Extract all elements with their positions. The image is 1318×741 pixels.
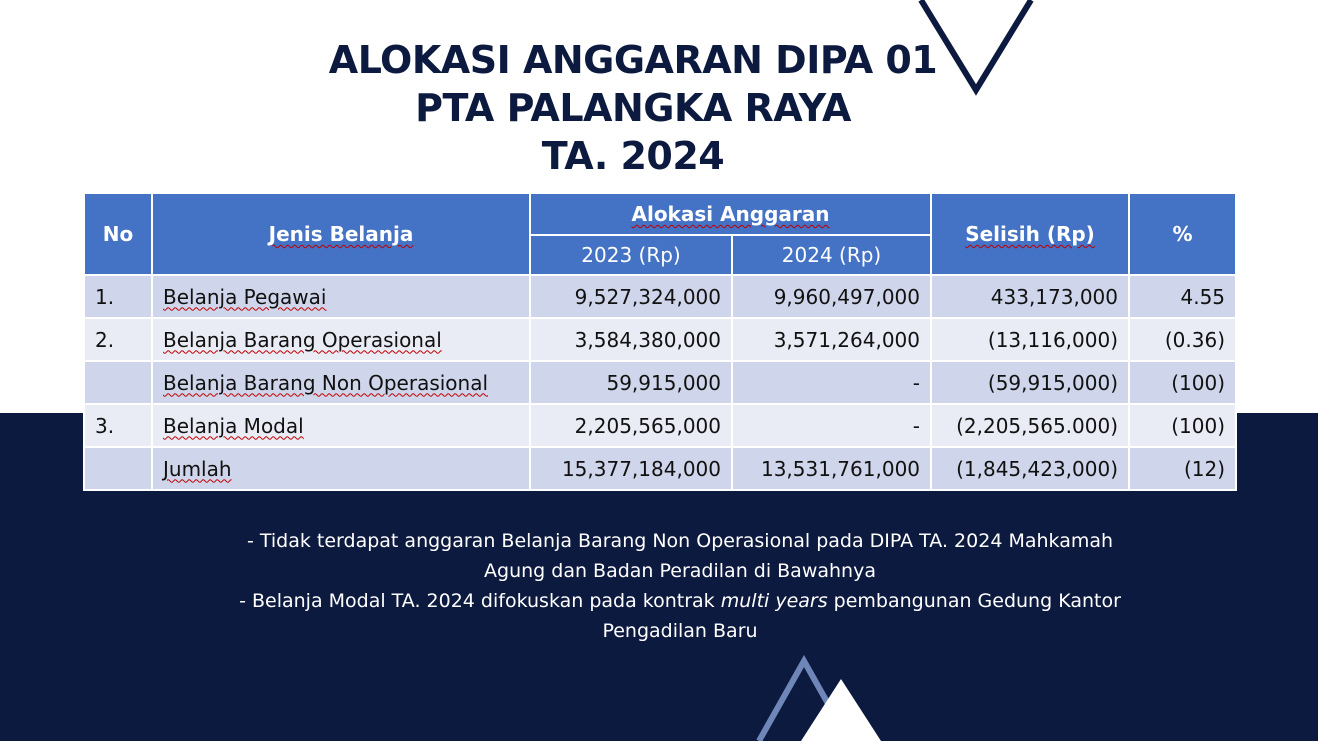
header-2024: 2024 (Rp) — [732, 235, 931, 275]
cell-no — [84, 447, 152, 490]
cell-percent: (100) — [1129, 404, 1236, 447]
cell-percent: (12) — [1129, 447, 1236, 490]
page-title — [0, 36, 1266, 180]
cell-jenis: Belanja Modal — [152, 404, 530, 447]
header-no: No — [84, 193, 152, 275]
note-line-3: - Belanja Modal TA. 2024 difokuskan pada kontrak multi years pembangunan Gedung Kantor — [239, 590, 1121, 612]
note-line-2: Agung dan Badan Peradilan di Bawahnya — [484, 560, 876, 582]
cell-no — [84, 361, 152, 404]
cell-2023: 2,205,565,000 — [530, 404, 732, 447]
cell-jenis: Belanja Barang Non Operasional — [152, 361, 530, 404]
table-row — [84, 361, 1236, 404]
cell-2023: 9,527,324,000 — [530, 275, 732, 318]
cell-percent: (100) — [1129, 361, 1236, 404]
note-line-1: - Tidak terdapat anggaran Belanja Barang Non Operasional pada DIPA TA. 2024 Mahkamah — [246, 530, 1114, 552]
header-percent: % — [1129, 193, 1236, 275]
title-line-3: TA. 2024 — [541, 134, 725, 178]
cell-2024: 9,960,497,000 — [732, 275, 931, 318]
cell-jenis: Belanja Barang Operasional — [152, 318, 530, 361]
budget-table — [83, 192, 1237, 491]
header-2023: 2023 (Rp) — [530, 235, 732, 275]
cell-no: 1. — [84, 275, 152, 318]
cell-2023: 59,915,000 — [530, 361, 732, 404]
cell-2023: 3,584,380,000 — [530, 318, 732, 361]
cell-no: 3. — [84, 404, 152, 447]
table-row — [84, 404, 1236, 447]
header-jenis-belanja: Jenis Belanja — [152, 193, 530, 275]
table-row — [84, 318, 1236, 361]
title-line-2: PTA PALANGKA RAYA — [415, 86, 851, 130]
cell-2024: - — [732, 361, 931, 404]
header-alokasi-anggaran: Alokasi Anggaran — [530, 193, 931, 235]
cell-2024: 13,531,761,000 — [732, 447, 931, 490]
cell-selisih: (13,116,000) — [931, 318, 1129, 361]
cell-selisih: (59,915,000) — [931, 361, 1129, 404]
cell-2023: 15,377,184,000 — [530, 447, 732, 490]
cell-selisih: (1,845,423,000) — [931, 447, 1129, 490]
cell-no: 2. — [84, 318, 152, 361]
mountain-logo-decoration — [755, 655, 885, 741]
cell-2024: - — [732, 404, 931, 447]
cell-percent: 4.55 — [1129, 275, 1236, 318]
cell-selisih: 433,173,000 — [931, 275, 1129, 318]
cell-percent: (0.36) — [1129, 318, 1236, 361]
header-selisih: Selisih (Rp) — [931, 193, 1129, 275]
table-row — [84, 275, 1236, 318]
note-italic-phrase: multi years — [720, 590, 828, 612]
footnotes — [180, 526, 1180, 646]
cell-jenis: Belanja Pegawai — [152, 275, 530, 318]
title-line-1: ALOKASI ANGGARAN DIPA 01 — [328, 38, 938, 82]
note-line-4: Pengadilan Baru — [602, 620, 758, 642]
cell-2024: 3,571,264,000 — [732, 318, 931, 361]
table-row-total — [84, 447, 1236, 490]
cell-jenis: Jumlah — [152, 447, 530, 490]
cell-selisih: (2,205,565.000) — [931, 404, 1129, 447]
